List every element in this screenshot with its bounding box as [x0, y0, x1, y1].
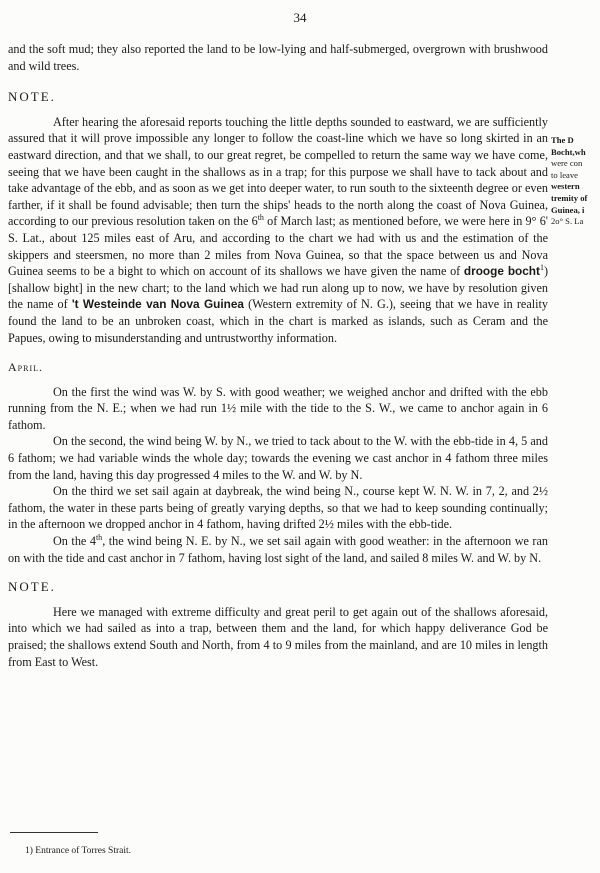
- margin-line: Bocht,wh: [551, 146, 586, 157]
- footnote: 1) Entrance of Torres Strait.: [25, 846, 131, 856]
- note-paragraph-1: [8, 114, 548, 346]
- april-heading: April.: [8, 360, 44, 375]
- margin-line: to leave: [551, 169, 578, 180]
- april-paragraph-1: On the first the wind was W. by S. with good weather; we weighed anchor and drifted with the ebb running from the N. E.; when we had run 1½ mile with the tide to the S. W., we came to anchor again in 6 fathom.: [8, 384, 548, 432]
- margin-line: Guinea, i: [551, 204, 585, 215]
- term-westeinde: 't Westeinde van Nova Guinea: [71, 297, 244, 312]
- note1-part3: ) [shallow bight] in the new chart; to the land which we had run along up to now, we have by resolution given the name of: [8, 264, 548, 312]
- april-p4-sup: th: [95, 532, 103, 542]
- april-p4-a: On the 4: [53, 534, 96, 549]
- april-paragraph-4: [8, 533, 548, 566]
- april-p4-b: , the wind being N. E. by N., we set sail again with good weather: in the afternoon we ran on with the tide and cast anchor in 7 fathom, having lost sight of the land, and sailed 8 miles W. and W. by N.: [8, 534, 548, 565]
- page-number: 34: [293, 10, 307, 25]
- main-text: [8, 41, 548, 670]
- footnote-rule: [10, 832, 98, 833]
- footnote-marker: 1: [539, 263, 544, 273]
- note-paragraph-2: Here we managed with extreme difficulty and great peril to get again out of the shallows aforesaid, into which we had sailed as into a trap, between them and the land, for which happy deliverance God be praised; the shallows extend South and North, from 4 to 9 miles from the mainland, and are 10 miles in length from East to West.: [8, 604, 548, 669]
- margin-note: [551, 135, 599, 228]
- note1-part1: After hearing the aforesaid reports touching the little depths sounded to eastward, we are sufficiently assured that it will prove impossible any longer to follow the coast-line which we have so long skirted in an eastward direction, and that we shall, to our great regret, be compelled to return the same way we have come, seeing that we have been caught in the shallows as in a trap; for this purpose we shall have to tack about and take advantage of the ebb, and as soon as we get into deeper water, to run south to the sixteenth degree or even farther, if it shall be found advisable; then turn the ships' heads to the north along the coast of Nova Guinea, according to our previous resolution taken on the 6: [8, 114, 548, 229]
- note1-part4: (Western extremity of N. G.), seeing that we have in reality found the land to be an unbroken coast, which in the chart is marked as islands, such as Ceram and the Papues, owing to misunderstanding and untrustworthy information.: [8, 297, 548, 345]
- note1-sup-th: th: [257, 213, 264, 223]
- april-paragraph-2: On the second, the wind being W. by N., we tried to tack about to the W. with the ebb-tide in 4, 5 and 6 fathom; we had variable winds the whole day; towards the evening we cast anchor in 4 fathom three miles from the land, having this day progressed 4 miles to the W. and W. by N.: [8, 434, 548, 482]
- margin-line: were con: [551, 158, 583, 169]
- margin-line: western: [551, 181, 580, 192]
- note-heading-1: NOTE.: [8, 89, 56, 105]
- margin-line: tremity of: [551, 192, 588, 203]
- note1-part2: of March last; as mentioned before, we were here in 9° 6' S. Lat., about 125 miles east of Aru, and according to the chart we had with us and the estimation of the skippers and steersmen, no more than 2 miles from Nova Guinea, so that the space between us and Nova Guinea seems to be a bight to which on account of its shallows we have given the name of: [8, 214, 548, 279]
- note-heading-2: NOTE.: [8, 579, 56, 595]
- term-drooge-bocht: drooge bocht: [463, 264, 540, 279]
- intro-paragraph: and the soft mud; they also reported the land to be low-lying and half-submerged, overgrown with brushwood and wild trees.: [8, 42, 548, 73]
- margin-line: The D: [551, 135, 574, 145]
- margin-line: 2o° S. La: [551, 216, 584, 227]
- april-paragraph-3: On the third we set sail again at daybreak, the wind being N., course kept W. N. W. in 7, 2, and 2½ fathom, the water in these parts being of greatly varying depths, so that we had to keep sounding continually; in the afternoon we dropped anchor in 4 fathom, having drifted 2½ miles with the ebb-tide.: [8, 484, 548, 532]
